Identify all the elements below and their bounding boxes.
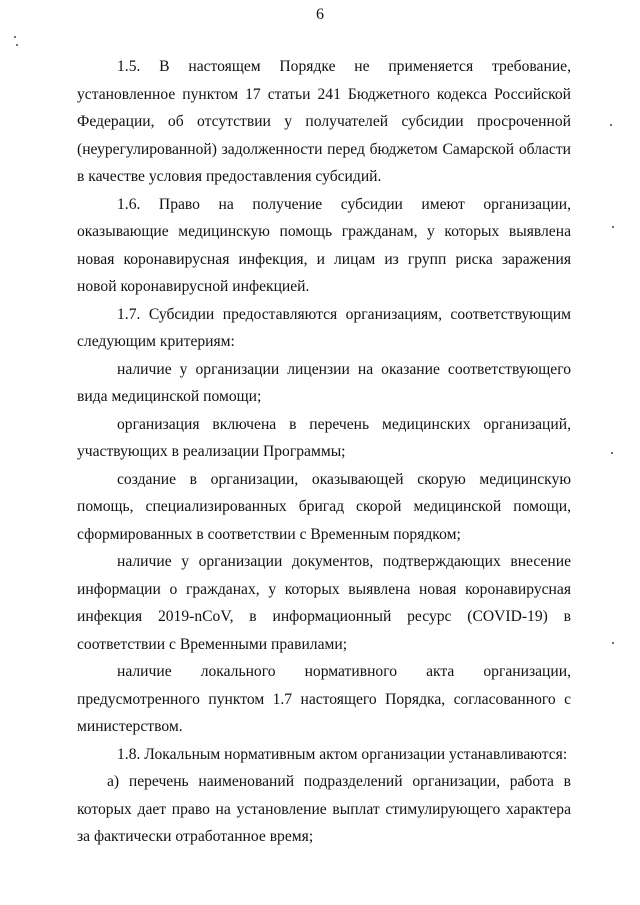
criterion-brigades: создание в организации, оказывающей скорую медицинскую помощь, специализированных бригад скорой медицинской помощи, сформированных в соответствии с Временным порядком; [77,470,571,543]
paragraph-1-7: 1.7. Субсидии предоставляются организациям, соответствующим следующим критериям: [77,305,571,350]
item-a: а) перечень наименований подразделений организации, работа в которых дает право на установление выплат стимулирующего характера за фактически отработанное время; [77,773,571,845]
paragraph-1-6: 1.6. Право на получение субсидии имеют организации, оказывающие медицинскую помощь гражданам, у которых выявлена новая коронавирусная инфекция, и лицам из групп риска заражения новой коронавирусной инфекцией. [77,195,571,295]
paragraph-1-8: 1.8. Локальным нормативным актом организации устанавливаются: [117,745,568,763]
criterion-license: наличие у организации лицензии на оказание соответствующего вида медицинской помощи; [77,360,571,405]
criterion-local-act: наличие локального нормативного акта организации, предусмотренного пунктом 1.7 настоящего Порядка, согласованного с министерством. [77,663,571,735]
paragraph-1-5: 1.5. В настоящем Порядке не применяется требование, установленное пунктом 17 статьи 241 Бюджетного кодекса Российской Федерации, об отсутствии у получателей субсидии просроченной (неурегулированной) задолженности перед бюджетом Самарской области в качестве условия предоставления субсидий. [77,58,571,185]
criterion-covid-info: наличие у организации документов, подтверждающих внесение информации о гражданах, у которых выявлена новая коронавирусная инфекция 2019-nCoV, в информационный ресурс (COVID-19) в соответствии с Временными правилами; [77,553,571,653]
criterion-program-list: организация включена в перечень медицинских организаций, участвующих в реализации Программы; [77,415,571,460]
page-number: 6 [316,6,324,23]
document-body [77,53,571,851]
